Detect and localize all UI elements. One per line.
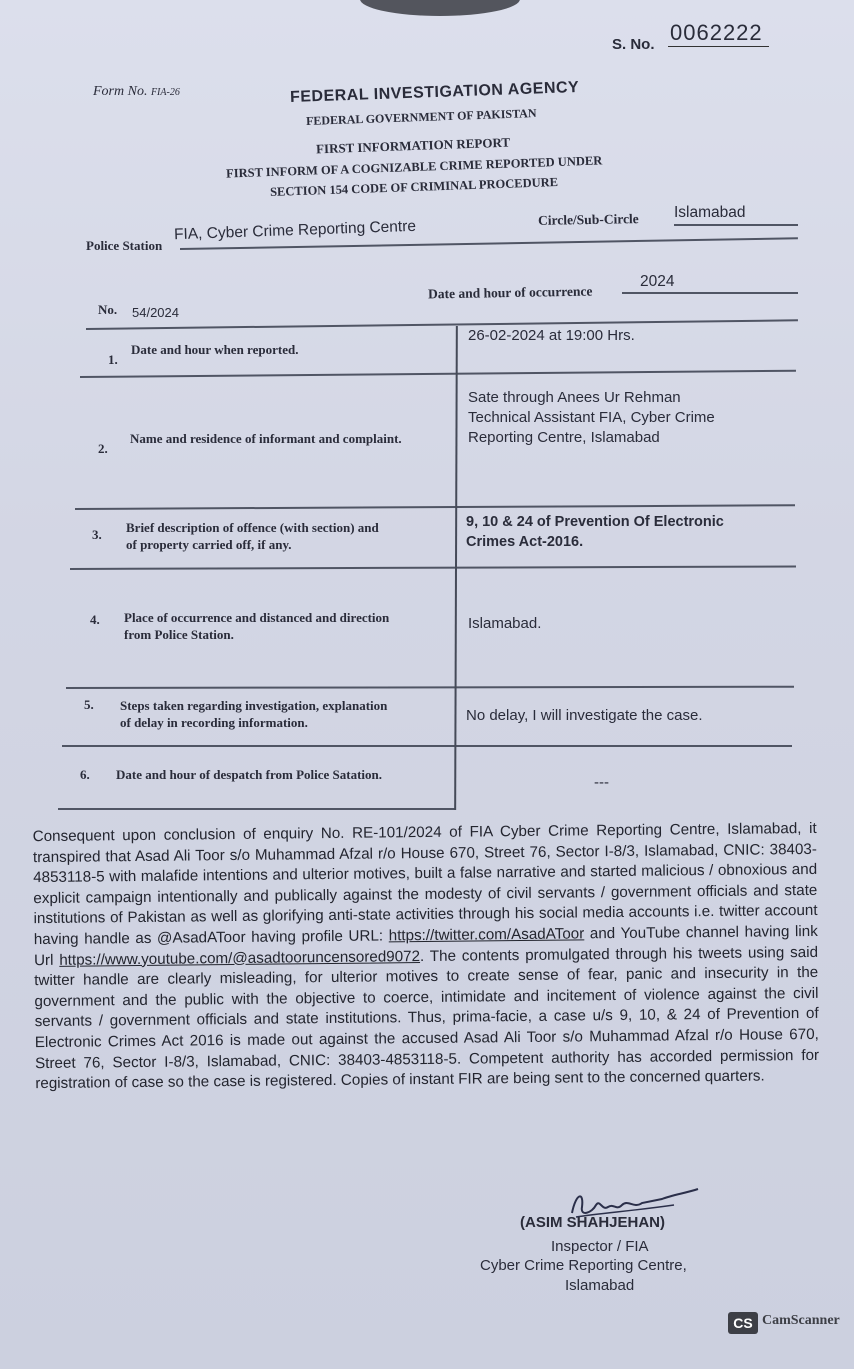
police-station-value: FIA, Cyber Crime Reporting Centre	[173, 217, 417, 244]
occurrence-value: 2024	[640, 273, 675, 290]
table-border-bottom	[58, 808, 456, 810]
row-value: Islamabad.	[468, 615, 542, 632]
row-number: 6.	[80, 767, 90, 782]
camscanner-logo: CS	[728, 1312, 758, 1334]
row-value: ---	[594, 774, 609, 791]
row-number: 4.	[90, 612, 100, 627]
row-value: 9, 10 & 24 of Prevention Of Electronic Crimes Act-2016.	[466, 514, 724, 550]
row-label: Place of occurrence and distanced and direction from Police Station.	[124, 610, 390, 642]
circle-underline	[674, 224, 798, 226]
camscanner-watermark: CamScanner	[762, 1313, 840, 1328]
row-number: 1.	[108, 352, 118, 367]
row-number: 2.	[98, 441, 108, 456]
youtube-link: https://www.youtube.com/@asadtooruncensored9072	[59, 947, 421, 969]
row-value: Sate through Anees Ur Rehman Technical Assistant FIA, Cyber Crime Reporting Centre, Islamabad	[468, 389, 715, 446]
signatory-designation: Inspector / FIA	[551, 1238, 649, 1255]
row-value: No delay, I will investigate the case.	[466, 707, 703, 724]
table-row-divider	[70, 565, 796, 569]
table-border-top	[86, 319, 798, 329]
circle-value: Islamabad	[674, 204, 746, 221]
case-no-label: No.	[98, 302, 118, 317]
table-row-divider	[62, 745, 792, 747]
form-number-value: FIA-26	[150, 87, 180, 98]
serial-number: 0062222	[668, 20, 769, 47]
row-label: Steps taken regarding investigation, explanation of delay in recording information.	[120, 698, 388, 730]
signatory-office: Cyber Crime Reporting Centre,	[480, 1257, 687, 1274]
report-title: FIRST INFORMATION REPORT	[315, 134, 511, 157]
agency-title: FEDERAL INVESTIGATION AGENCY	[289, 78, 580, 107]
signatory-city: Islamabad	[565, 1277, 635, 1294]
occurrence-underline	[622, 292, 798, 294]
circle-label: Circle/Sub-Circle	[537, 211, 639, 228]
row-label: Brief description of offence (with section) and of property carried off, if any.	[126, 520, 379, 552]
row-number: 3.	[92, 527, 102, 542]
serial-label: S. No.	[612, 36, 655, 53]
form-number-label: Form No.	[93, 84, 148, 99]
row-number: 5.	[84, 697, 94, 712]
table-row-divider	[75, 504, 795, 509]
form-number	[93, 84, 180, 100]
row-value: 26-02-2024 at 19:00 Hrs.	[468, 327, 635, 344]
table-row-divider	[80, 370, 796, 378]
row-label: Name and residence of informant and complaint.	[130, 431, 402, 446]
row-label: Date and hour of despatch from Police Satation.	[116, 767, 383, 782]
report-subtitle-1: FIRST INFORM OF A COGNIZABLE CRIME REPORTED UNDER	[225, 153, 603, 181]
finger-shadow	[360, 0, 520, 16]
signatory-name: (ASIM SHAHJEHAN)	[520, 1214, 666, 1231]
occurrence-label: Date and hour of occurrence	[427, 283, 593, 302]
table-row-divider	[66, 686, 794, 689]
fir-narrative: Consequent upon conclusion of enquiry No. RE-101/2024 of FIA Cyber Crime Reporting Centre, Islamabad, it transpired that Asad Ali Toor s/o Muhammad Afzal r/o House 670, Street 76, Sector I-8/3, Islamabad, CNIC: 38403-4853118-5 with malafide intentions and ulterior motives, built a false narrative and started malicious / obnoxious and explicit campaign intentionally and publically against the modesty of civil servants / government officials and state institutions of Pakistan as well as glorifying anti-state activities through his social media accounts i.e. twitter account having handle as @AsadAToor having profile URL: https://twitter.com/AsadAToor and YouTube channel having link Url https://www.youtube.com/@asadtooruncensored9072. The contents promulgated through his tweets using said twitter handle are clearly misleading, for ulterior motives to create sense of fear, panic and insecurity in the government and the public with the objective to coerce, intimidate and incitement of violence against the civil servants / government officials and state institutions. Thus, prima-facie, a case u/s 9, 10, & 24 of Prevention of Electronic Crimes Act 2016 is made out against the accused Asad Ali Toor s/o Muhammad Afzal r/o House 670, Street 76, Sector I-8/3, Islamabad, CNIC: 38403-4853118-5. Competent authority has accorded permission for registration of case so the case is registered. Copies of instant FIR are being sent to the concerned quarters.	[32, 819, 820, 1093]
report-subtitle-2: SECTION 154 CODE OF CRIMINAL PROCEDURE	[269, 174, 559, 200]
government-title: FEDERAL GOVERNMENT OF PAKISTAN	[305, 105, 537, 129]
row-label: Date and hour when reported.	[131, 342, 299, 357]
twitter-link: https://twitter.com/AsadAToor	[388, 925, 585, 945]
case-no-value: 54/2024	[132, 305, 179, 320]
police-station-label: Police Station	[86, 238, 163, 253]
